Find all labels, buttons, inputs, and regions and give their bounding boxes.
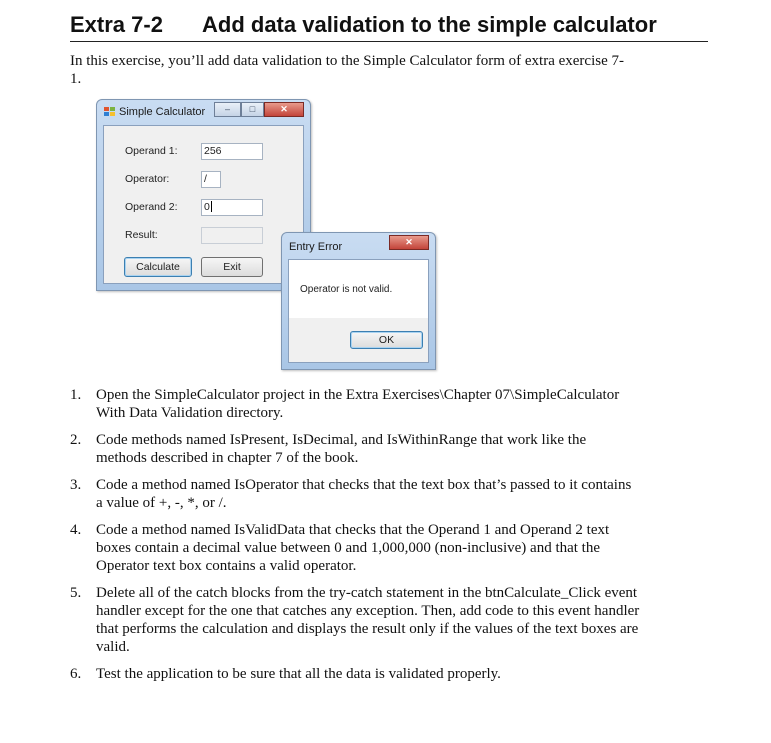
exercise-number: Extra 7-2 <box>70 12 163 37</box>
step-number: 2. <box>70 432 82 448</box>
calculator-form <box>103 125 304 284</box>
step-item <box>70 431 640 467</box>
page-header <box>70 11 708 42</box>
step-item <box>70 521 640 575</box>
step-item <box>70 386 640 422</box>
step-item <box>70 584 640 656</box>
exit-button[interactable]: Exit <box>201 257 263 277</box>
step-text: Test the application to be sure that all the data is validated properly. <box>96 666 501 682</box>
operand1-input[interactable] <box>201 143 263 160</box>
maximize-button[interactable]: □ <box>241 102 264 117</box>
step-text: Code methods named IsPresent, IsDecimal, and IsWithinRange that work like the methods described in chapter 7 of the book. <box>96 432 587 466</box>
step-item <box>70 665 640 683</box>
step-number: 6. <box>70 666 82 682</box>
minimize-button[interactable]: – <box>214 102 241 117</box>
result-output <box>201 227 263 244</box>
step-number: 5. <box>70 585 82 601</box>
ok-button[interactable]: OK <box>350 331 423 349</box>
app-icon <box>104 107 115 117</box>
dialog-message: Operator is not valid. <box>300 284 393 295</box>
step-number: 3. <box>70 477 82 493</box>
step-number: 4. <box>70 522 82 538</box>
operator-input[interactable] <box>201 171 221 188</box>
operator-label: Operator: <box>125 173 170 185</box>
dialog-close-button[interactable]: ✕ <box>389 235 429 250</box>
calculate-button[interactable]: Calculate <box>124 257 192 277</box>
page-title: Add data validation to the simple calculator <box>202 12 657 37</box>
dialog-message-area <box>289 260 428 318</box>
dialog-title: Entry Error <box>289 241 343 253</box>
operator-value: / <box>204 173 207 185</box>
step-text: Code a method named IsOperator that checks that the text box that’s passed to it contains a value of +, -, *, or /. <box>96 477 632 511</box>
simple-calculator-window <box>96 99 311 291</box>
operand1-value: 256 <box>204 145 222 157</box>
steps-list <box>70 386 640 692</box>
step-item <box>70 476 640 512</box>
step-text: Code a method named IsValidData that checks that the Operand 1 and Operand 2 text boxes contain a decimal value between 0 and 1,000,000 (non-inclusive) and that the Operator text box contains a valid operator. <box>96 522 610 574</box>
operand1-label: Operand 1: <box>125 145 178 157</box>
close-button[interactable]: ✕ <box>264 102 304 117</box>
calculator-titlebar[interactable] <box>97 100 310 124</box>
operand2-input[interactable] <box>201 199 263 216</box>
dialog-body <box>288 259 429 363</box>
step-text: Delete all of the catch blocks from the try-catch statement in the btnCalculate_Click event handler except for the one that catches any exception. Then, add code to this event handler that performs the calculation and displays the result only if the values of the text boxes are valid. <box>96 585 640 655</box>
calculator-title: Simple Calculator <box>119 106 206 118</box>
step-text: Open the SimpleCalculator project in the Extra Exercises\Chapter 07\SimpleCalculator With Data Validation directory. <box>96 387 620 421</box>
result-label: Result: <box>125 229 158 241</box>
intro-paragraph: In this exercise, you’ll add data validation to the Simple Calculator form of extra exercise 7-1. <box>70 53 624 87</box>
entry-error-dialog <box>281 232 436 370</box>
text-caret <box>211 201 212 212</box>
step-number: 1. <box>70 387 82 403</box>
operand2-value: 0 <box>204 201 210 213</box>
operand2-label: Operand 2: <box>125 201 178 213</box>
